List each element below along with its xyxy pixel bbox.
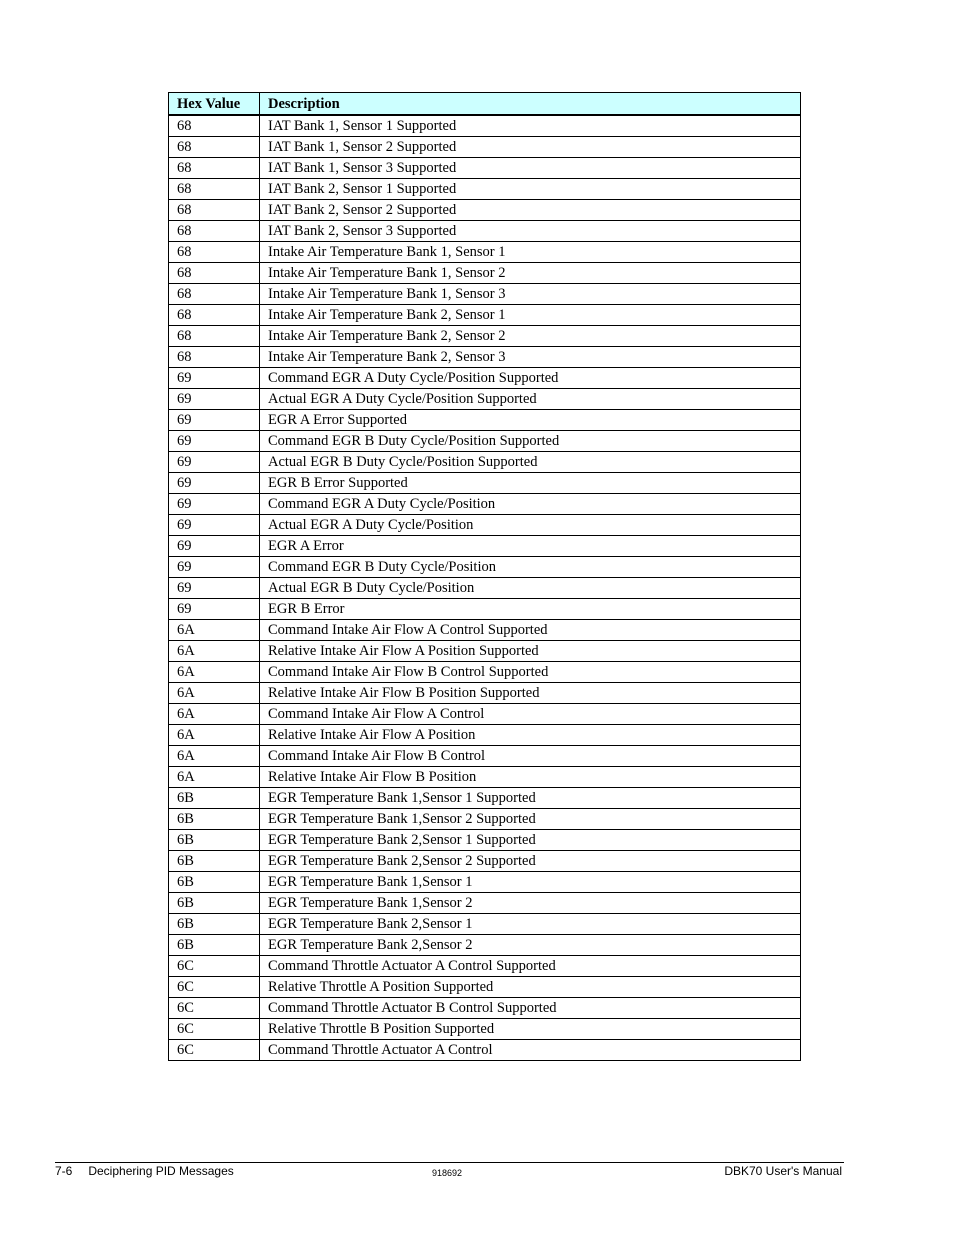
hex-value-cell: 69 [169,410,260,431]
description-cell: EGR Temperature Bank 2,Sensor 2 Supported [260,851,801,872]
hex-value-cell: 6C [169,1019,260,1040]
table-row [169,284,801,305]
description-cell: EGR Temperature Bank 2,Sensor 1 Supported [260,830,801,851]
hex-value-cell: 6A [169,704,260,725]
table-row [169,641,801,662]
description-cell: Intake Air Temperature Bank 1, Sensor 1 [260,242,801,263]
table-row [169,788,801,809]
hex-value-cell: 6C [169,1040,260,1061]
table-row [169,767,801,788]
table-row [169,620,801,641]
hex-value-cell: 6B [169,872,260,893]
hex-value-cell: 68 [169,242,260,263]
hex-value-cell: 6B [169,893,260,914]
header-hex-value: Hex Value [169,93,260,116]
description-cell: Intake Air Temperature Bank 2, Sensor 2 [260,326,801,347]
hex-value-cell: 6A [169,725,260,746]
hex-value-cell: 6A [169,683,260,704]
description-cell: IAT Bank 2, Sensor 1 Supported [260,179,801,200]
table-row [169,914,801,935]
hex-value-cell: 69 [169,536,260,557]
description-cell: Command Intake Air Flow A Control Supported [260,620,801,641]
table-row [169,137,801,158]
hex-value-cell: 69 [169,368,260,389]
description-cell: EGR Temperature Bank 1,Sensor 2 [260,893,801,914]
footer-left [55,1164,234,1178]
hex-value-cell: 6B [169,788,260,809]
description-cell: Command Throttle Actuator A Control [260,1040,801,1061]
table-row [169,977,801,998]
description-cell: Command EGR B Duty Cycle/Position Supported [260,431,801,452]
description-cell: EGR A Error Supported [260,410,801,431]
hex-value-cell: 6C [169,977,260,998]
table-row [169,809,801,830]
table-row [169,179,801,200]
table-row [169,452,801,473]
description-cell: EGR Temperature Bank 2,Sensor 2 [260,935,801,956]
hex-value-cell: 6B [169,830,260,851]
table-row [169,704,801,725]
hex-value-cell: 6A [169,641,260,662]
description-cell: EGR Temperature Bank 2,Sensor 1 [260,914,801,935]
description-cell: Intake Air Temperature Bank 1, Sensor 2 [260,263,801,284]
hex-value-cell: 68 [169,200,260,221]
description-cell: EGR Temperature Bank 1,Sensor 1 [260,872,801,893]
footer-doc-number: 918692 [432,1168,463,1178]
description-cell: Intake Air Temperature Bank 2, Sensor 1 [260,305,801,326]
description-cell: Command Throttle Actuator B Control Supported [260,998,801,1019]
table-row [169,998,801,1019]
description-cell: Actual EGR A Duty Cycle/Position Supported [260,389,801,410]
description-cell: Command Intake Air Flow B Control [260,746,801,767]
table-row [169,242,801,263]
footer-manual-title: DBK70 User's Manual [724,1164,842,1178]
description-cell: EGR B Error [260,599,801,620]
hex-value-cell: 69 [169,557,260,578]
hex-value-cell: 68 [169,347,260,368]
table-row [169,1019,801,1040]
description-cell: Actual EGR B Duty Cycle/Position [260,578,801,599]
table-body [169,115,801,1061]
table-row [169,725,801,746]
hex-value-cell: 6A [169,662,260,683]
description-cell: IAT Bank 1, Sensor 2 Supported [260,137,801,158]
hex-value-cell: 6B [169,935,260,956]
table-row [169,683,801,704]
hex-value-cell: 6B [169,914,260,935]
hex-value-cell: 6C [169,998,260,1019]
hex-value-cell: 69 [169,494,260,515]
description-cell: Command Throttle Actuator A Control Supported [260,956,801,977]
hex-value-cell: 68 [169,115,260,137]
description-cell: Command EGR B Duty Cycle/Position [260,557,801,578]
table-row [169,389,801,410]
hex-value-cell: 6B [169,809,260,830]
table-row [169,830,801,851]
description-cell: Intake Air Temperature Bank 1, Sensor 3 [260,284,801,305]
table-row [169,305,801,326]
table-row [169,893,801,914]
table-row [169,1040,801,1061]
hex-value-cell: 69 [169,599,260,620]
description-cell: Command Intake Air Flow A Control [260,704,801,725]
table-row [169,368,801,389]
description-cell: Relative Intake Air Flow A Position Supported [260,641,801,662]
table-row [169,578,801,599]
hex-value-cell: 69 [169,473,260,494]
hex-value-cell: 6A [169,620,260,641]
table-row [169,326,801,347]
header-description: Description [260,93,801,116]
table-row [169,347,801,368]
table-row [169,935,801,956]
description-cell: EGR Temperature Bank 1,Sensor 2 Supported [260,809,801,830]
table-row [169,662,801,683]
description-cell: IAT Bank 2, Sensor 2 Supported [260,200,801,221]
description-cell: Relative Throttle A Position Supported [260,977,801,998]
hex-value-cell: 68 [169,284,260,305]
hex-value-cell: 69 [169,389,260,410]
table-row [169,515,801,536]
hex-value-cell: 69 [169,515,260,536]
footer-rule [55,1162,844,1163]
description-cell: EGR B Error Supported [260,473,801,494]
description-cell: Actual EGR A Duty Cycle/Position [260,515,801,536]
description-cell: Relative Throttle B Position Supported [260,1019,801,1040]
description-cell: EGR Temperature Bank 1,Sensor 1 Supported [260,788,801,809]
description-cell: Actual EGR B Duty Cycle/Position Supported [260,452,801,473]
description-cell: Intake Air Temperature Bank 2, Sensor 3 [260,347,801,368]
table-row [169,536,801,557]
hex-value-cell: 68 [169,179,260,200]
table-row [169,410,801,431]
table-row [169,599,801,620]
hex-value-cell: 68 [169,263,260,284]
table-row [169,557,801,578]
hex-value-cell: 6A [169,746,260,767]
table-row [169,494,801,515]
hex-value-cell: 69 [169,431,260,452]
footer-section-title: Deciphering PID Messages [88,1164,234,1178]
hex-value-cell: 69 [169,578,260,599]
description-cell: IAT Bank 2, Sensor 3 Supported [260,221,801,242]
table-row [169,115,801,137]
table-row [169,872,801,893]
description-cell: EGR A Error [260,536,801,557]
hex-value-cell: 68 [169,158,260,179]
table-header-row [169,93,801,116]
table-row [169,158,801,179]
hex-value-cell: 69 [169,452,260,473]
table-row [169,473,801,494]
description-cell: Relative Intake Air Flow A Position [260,725,801,746]
hex-value-cell: 6A [169,767,260,788]
hex-value-cell: 68 [169,305,260,326]
pid-table [168,92,801,1061]
description-cell: Command EGR A Duty Cycle/Position [260,494,801,515]
table-row [169,746,801,767]
description-cell: Command Intake Air Flow B Control Supported [260,662,801,683]
description-cell: Relative Intake Air Flow B Position Supported [260,683,801,704]
description-cell: IAT Bank 1, Sensor 3 Supported [260,158,801,179]
description-cell: IAT Bank 1, Sensor 1 Supported [260,115,801,137]
table-row [169,200,801,221]
hex-value-cell: 6B [169,851,260,872]
table-row [169,263,801,284]
description-cell: Command EGR A Duty Cycle/Position Supported [260,368,801,389]
description-cell: Relative Intake Air Flow B Position [260,767,801,788]
table-row [169,851,801,872]
hex-value-cell: 68 [169,137,260,158]
hex-value-cell: 68 [169,221,260,242]
hex-value-cell: 6C [169,956,260,977]
table-row [169,956,801,977]
table-row [169,221,801,242]
footer-page-number: 7-6 [55,1164,73,1178]
table-row [169,431,801,452]
hex-value-cell: 68 [169,326,260,347]
